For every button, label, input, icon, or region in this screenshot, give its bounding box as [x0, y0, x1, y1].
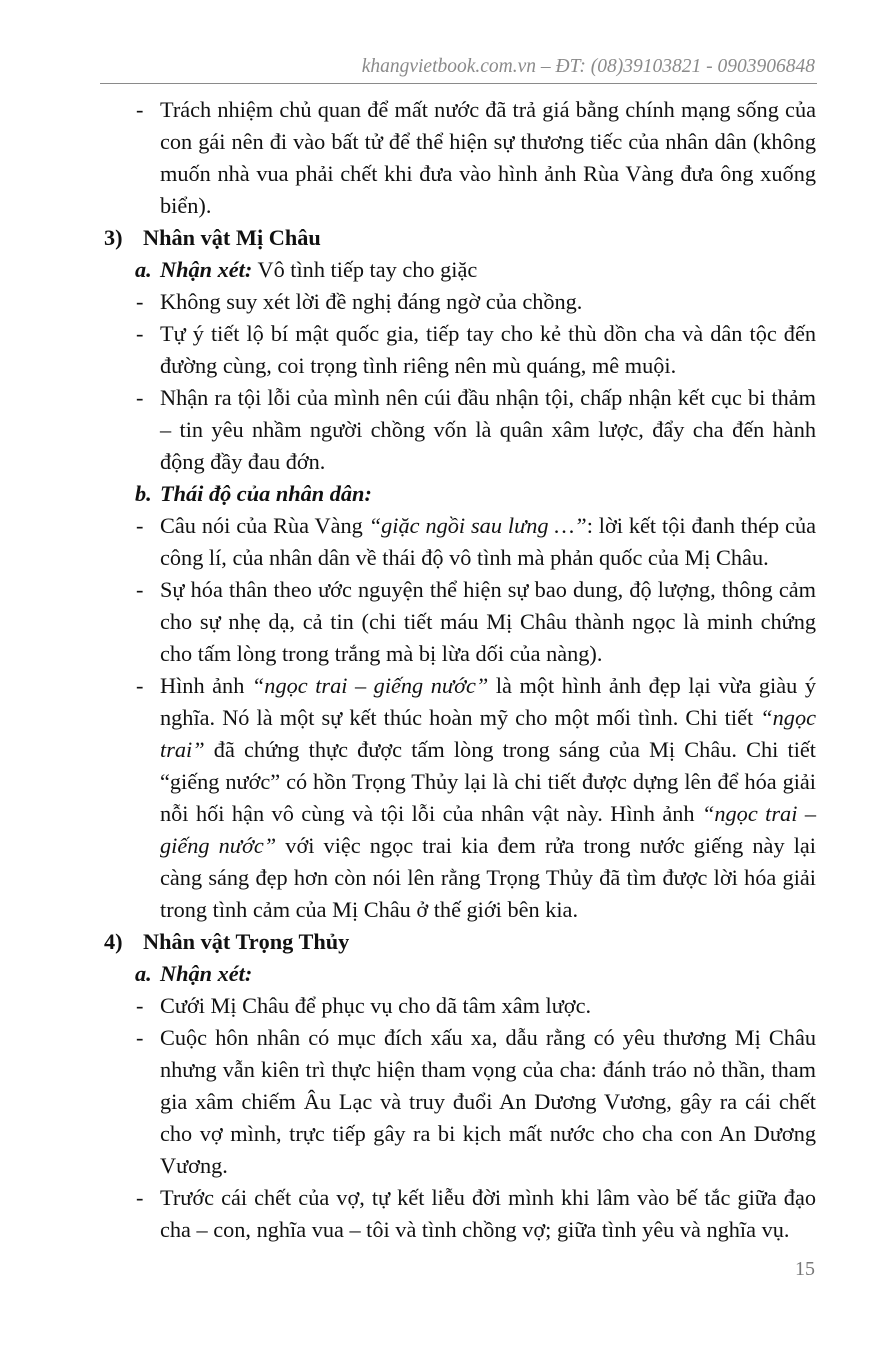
dash-bullet: - [136, 673, 144, 698]
section-title: Nhân vật Trọng Thủy [143, 929, 350, 954]
item-text: đã chứng thực được tấm lòng trong sáng của Mị Châu. Chi tiết “giếng nước” có hồn Trọng Thủy lại là chi tiết được dựng lên để hóa giải nỗi hối hận vô cùng và tội lỗi của nhân vật này. Hình ảnh [160, 737, 816, 826]
subheading-b [104, 478, 816, 510]
document-body [104, 94, 816, 1246]
dash-bullet: - [136, 321, 144, 346]
item-text: Không suy xét lời đề nghị đáng ngờ của chồng. [160, 289, 583, 314]
page-header: khangvietbook.com.vn – ĐT: (08)39103821 - 0903906848 [361, 56, 815, 77]
sub-label: a. [135, 961, 152, 986]
item-text: Cưới Mị Châu để phục vụ cho dã tâm xâm lược. [160, 993, 592, 1018]
subheading-a [104, 254, 816, 286]
quote: “ngọc trai – giếng nước” [251, 673, 489, 698]
sub-label: a. [135, 257, 152, 282]
sub-lead: Nhận xét: [160, 961, 253, 986]
list-item [104, 1182, 816, 1246]
dash-bullet: - [136, 513, 144, 538]
list-item [104, 1022, 816, 1182]
dash-bullet: - [136, 289, 144, 314]
list-item [104, 382, 816, 478]
sub-lead: Thái độ của nhân dân: [160, 481, 372, 506]
page-number: 15 [795, 1258, 815, 1280]
dash-bullet: - [136, 1185, 144, 1210]
list-item [104, 286, 816, 318]
sub-label: b. [135, 481, 152, 506]
item-text: Câu nói của Rùa Vàng [160, 513, 369, 538]
item-text: với việc ngọc trai kia đem rửa trong nước giếng này lại càng sáng đẹp hơn còn nói lên rằng Trọng Thủy đã tìm được lời hóa giải trong tình cảm của Mị Châu ở thế giới bên kia. [160, 833, 816, 922]
section-heading-3 [104, 222, 816, 254]
list-item [104, 574, 816, 670]
list-item [104, 670, 816, 926]
item-text: Tự ý tiết lộ bí mật quốc gia, tiếp tay cho kẻ thù dồn cha và dân tộc đến đường cùng, coi trọng tình riêng nên mù quáng, mê muội. [160, 321, 816, 378]
header-rule [100, 83, 817, 84]
quote: “ngọc trai – giếng nước” [160, 801, 816, 858]
item-text: Trước cái chết của vợ, tự kết liễu đời mình khi lâm vào bế tắc giữa đạo cha – con, nghĩa vua – tôi và tình chồng vợ; giữa tình yêu và nghĩa vụ. [160, 1185, 816, 1242]
section-heading-4 [104, 926, 816, 958]
sub-text: Vô tình tiếp tay cho giặc [252, 257, 478, 282]
quote: “giặc ngồi sau lưng …” [368, 513, 587, 538]
section-number: 4) [104, 929, 123, 954]
section-title: Nhân vật Mị Châu [143, 225, 321, 250]
list-item [104, 990, 816, 1022]
sub-lead: Nhận xét: [160, 257, 253, 282]
dash-bullet: - [136, 385, 144, 410]
dash-bullet: - [136, 577, 144, 602]
dash-bullet: - [136, 97, 144, 122]
dash-bullet: - [136, 1025, 144, 1050]
item-text: Nhận ra tội lỗi của mình nên cúi đầu nhận tội, chấp nhận kết cục bi thảm – tin yêu nhầm người chồng vốn là quân xâm lược, đẩy cha đến hành động đầy đau đớn. [160, 385, 816, 474]
list-item [104, 510, 816, 574]
dash-bullet: - [136, 993, 144, 1018]
list-item [104, 318, 816, 382]
section-number: 3) [104, 225, 123, 250]
item-text: là một hình ảnh đẹp lại vừa giàu ý nghĩa. Nó là một sự kết thúc hoàn mỹ cho một mối tình. Chi tiết [160, 673, 816, 730]
quote: “ngọc trai” [160, 705, 816, 762]
subheading-a [104, 958, 816, 990]
list-item [104, 94, 816, 222]
item-text: : lời kết tội đanh thép của công lí, của nhân dân về thái độ vô tình mà phản quốc của Mị Châu. [160, 513, 817, 570]
item-text: Cuộc hôn nhân có mục đích xấu xa, dẫu rằng có yêu thương Mị Châu nhưng vẫn kiên trì thực hiện tham vọng của cha: đánh tráo nỏ thần, tham gia xâm chiếm Âu Lạc và truy đuổi An Dương Vương, gây ra cái chết cho vợ mình, trực tiếp gây ra bi kịch mất nước cho cha con An Dương Vương. [160, 1025, 816, 1178]
item-text: Hình ảnh [160, 673, 252, 698]
item-text: Sự hóa thân theo ước nguyện thể hiện sự bao dung, độ lượng, thông cảm cho sự nhẹ dạ, cả tin (chi tiết máu Mị Châu thành ngọc là minh chứng cho tấm lòng trong trắng mà bị lừa dối của nàng). [160, 577, 816, 666]
item-text: Trách nhiệm chủ quan để mất nước đã trả giá bằng chính mạng sống của con gái nên đi vào bất tử để thể hiện sự thương tiếc của nhân dân (không muốn nhà vua phải chết khi đưa vào hình ảnh Rùa Vàng đưa ông xuống biển). [160, 97, 816, 218]
